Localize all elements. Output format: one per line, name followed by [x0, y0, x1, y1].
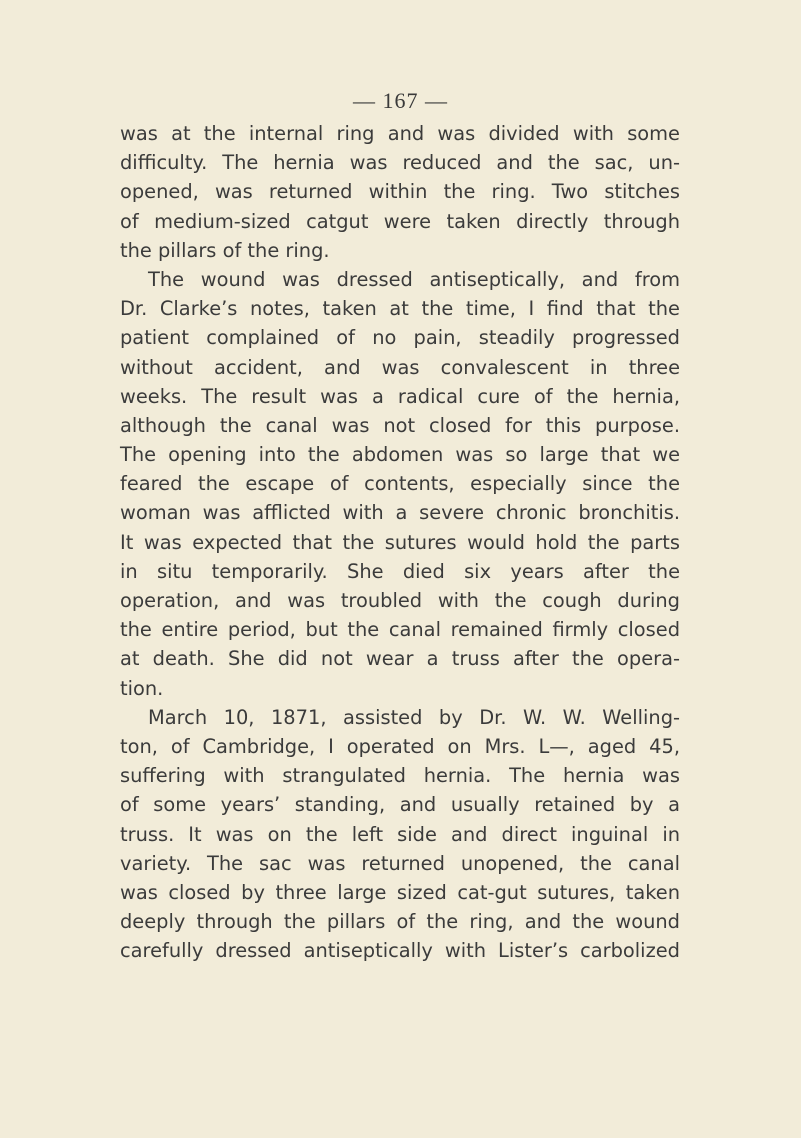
- text-line: operation, and was troubled with the cough during: [120, 589, 680, 612]
- text-line: March 10, 1871, assisted by Dr. W. W. Welling-: [148, 705, 680, 729]
- body-text: [120, 119, 680, 965]
- text-line: woman was afflicted with a severe chronic bronchitis.: [120, 501, 680, 525]
- text-line: It was expected that the sutures would hold the parts: [120, 530, 680, 554]
- text-line: tion.: [120, 676, 164, 700]
- text-line: was closed by three large sized cat-gut sutures, taken: [120, 880, 680, 904]
- text-line: in situ temporarily. She died six years after the: [120, 559, 680, 583]
- text-line: weeks. The result was a radical cure of the hernia,: [120, 384, 680, 408]
- text-line: carefully dressed antiseptically with Lister’s carbolized: [120, 939, 680, 963]
- text-line: of medium-sized catgut were taken directly through: [120, 209, 680, 233]
- text-line: deeply through the pillars of the ring, and the wound: [120, 910, 680, 934]
- text-line: ton, of Cambridge, I operated on Mrs. L—, aged 45,: [120, 734, 680, 758]
- page-number: — 167 —: [353, 88, 448, 113]
- text-line: feared the escape of contents, especially since the: [120, 472, 680, 496]
- text-line: Dr. Clarke’s notes, taken at the time, I find that the: [120, 297, 680, 321]
- text-line: without accident, and was convalescent in three: [120, 355, 680, 379]
- text-line: opened, was returned within the ring. Two stitches: [120, 180, 680, 204]
- text-line: was at the internal ring and was divided with some: [120, 122, 680, 145]
- text-line: at death. She did not wear a truss after the opera-: [120, 647, 680, 671]
- text-line: the pillars of the ring.: [120, 238, 330, 262]
- text-line: suffering with strangulated hernia. The hernia was: [120, 764, 680, 788]
- text-line: the entire period, but the canal remained firmly closed: [120, 618, 680, 642]
- text-line: patient complained of no pain, steadily progressed: [120, 326, 680, 350]
- text-line: variety. The sac was returned unopened, the canal: [120, 851, 680, 875]
- text-line: truss. It was on the left side and direct inguinal in: [120, 822, 680, 846]
- text-line: of some years’ standing, and usually retained by a: [120, 793, 680, 817]
- text-line: although the canal was not closed for this purpose.: [120, 413, 680, 437]
- text-line: The opening into the abdomen was so large that we: [120, 443, 680, 467]
- text-line: difficulty. The hernia was reduced and the sac, un-: [120, 151, 680, 175]
- text-line: The wound was dressed antiseptically, and from: [148, 267, 680, 291]
